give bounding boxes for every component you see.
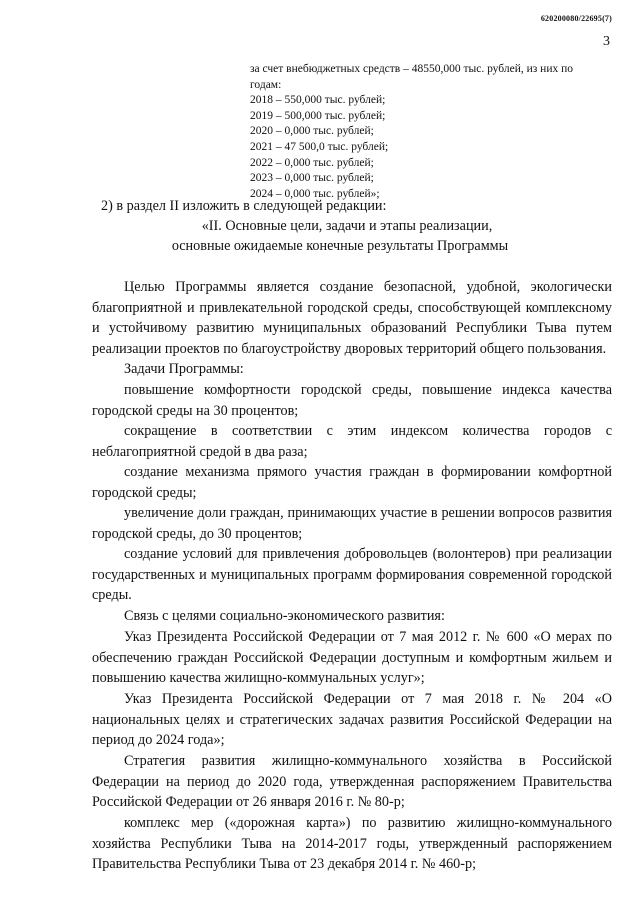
task-item-5: создание условий для привлечения добровольцев (волонтеров) при реализации государственных и муниципальных программ формирования современной городской среды.	[92, 546, 612, 604]
funding-block	[250, 62, 600, 202]
link-item-1: Указ Президента Российской Федерации от 7 мая 2012 г. № 600 «О мерах по обеспечению граждан Российской Федерации доступным и комфортным жильем и повышению качества жилищно-коммунальных услуг»;	[92, 629, 612, 687]
task-item-3: создание механизма прямого участия граждан в формировании комфортной городской среды;	[92, 464, 612, 501]
task-item-4: увеличение доли граждан, принимающих участие в решении вопросов развития городской среды, до 30 процентов;	[92, 505, 612, 542]
funding-year-2020: 2020 – 0,000 тыс. рублей;	[250, 125, 374, 138]
funding-year-2019: 2019 – 500,000 тыс. рублей;	[250, 109, 386, 122]
document-code: 620200080/22695(7)	[540, 14, 612, 23]
task-item-2: сокращение в соответствии с этим индексом количества городов с неблагоприятной средой в два раза;	[92, 423, 612, 460]
amendment-line: 2) в раздел II изложить в следующей редакции:	[101, 198, 387, 214]
tasks-heading: Задачи Программы:	[124, 361, 244, 377]
goal-paragraph: Целью Программы является создание безопасной, удобной, экологически благоприятной и привлекательной городской среды, способствующей комплексному и устойчивому развитию муниципальных образований Республики Тыва путем реализации проектов по благоустройству дворовых территорий общего пользования.	[92, 279, 612, 357]
link-item-2: Указ Президента Российской Федерации от 7 мая 2018 г. № 204 «О национальных целях и стратегических задачах развития Российской Федерации на период до 2024 года»;	[92, 691, 612, 749]
funding-year-2024: 2024 – 0,000 тыс. рублей»;	[250, 187, 380, 200]
section-title-line-2: основные ожидаемые конечные результаты Программы	[171, 238, 509, 254]
funding-year-2023: 2023 – 0,000 тыс. рублей;	[250, 172, 374, 185]
page-number: 3	[603, 34, 610, 49]
funding-year-2021: 2021 – 47 500,0 тыс. рублей;	[250, 140, 389, 153]
section-title-line-1: «II. Основные цели, задачи и этапы реализации,	[201, 218, 493, 234]
funding-year-2018: 2018 – 550,000 тыс. рублей;	[250, 94, 386, 107]
link-item-4: комплекс мер («дорожная карта») по развитию жилищно-коммунального хозяйства Республики Тыва на 2014-2017 годы, утвержденный распоряжением Правительства Республики Тыва от 23 декабря 2014 г. № 460-р;	[92, 815, 612, 873]
links-heading: Связь с целями социально-экономического развития:	[124, 608, 445, 624]
funding-intro: за счет внебюджетных средств – 48550,000 тыс. рублей, из них по годам:	[250, 63, 574, 91]
link-item-3: Стратегия развития жилищно-коммунального хозяйства в Российской Федерации на период до 2020 года, утвержденная распоряжением Правительства Российской Федерации от 26 января 2016 г. № 80-р;	[92, 753, 612, 811]
task-item-1: повышение комфортности городской среды, повышение индекса качества городской среды на 30 процентов;	[92, 382, 612, 419]
funding-year-2022: 2022 – 0,000 тыс. рублей;	[250, 156, 374, 169]
